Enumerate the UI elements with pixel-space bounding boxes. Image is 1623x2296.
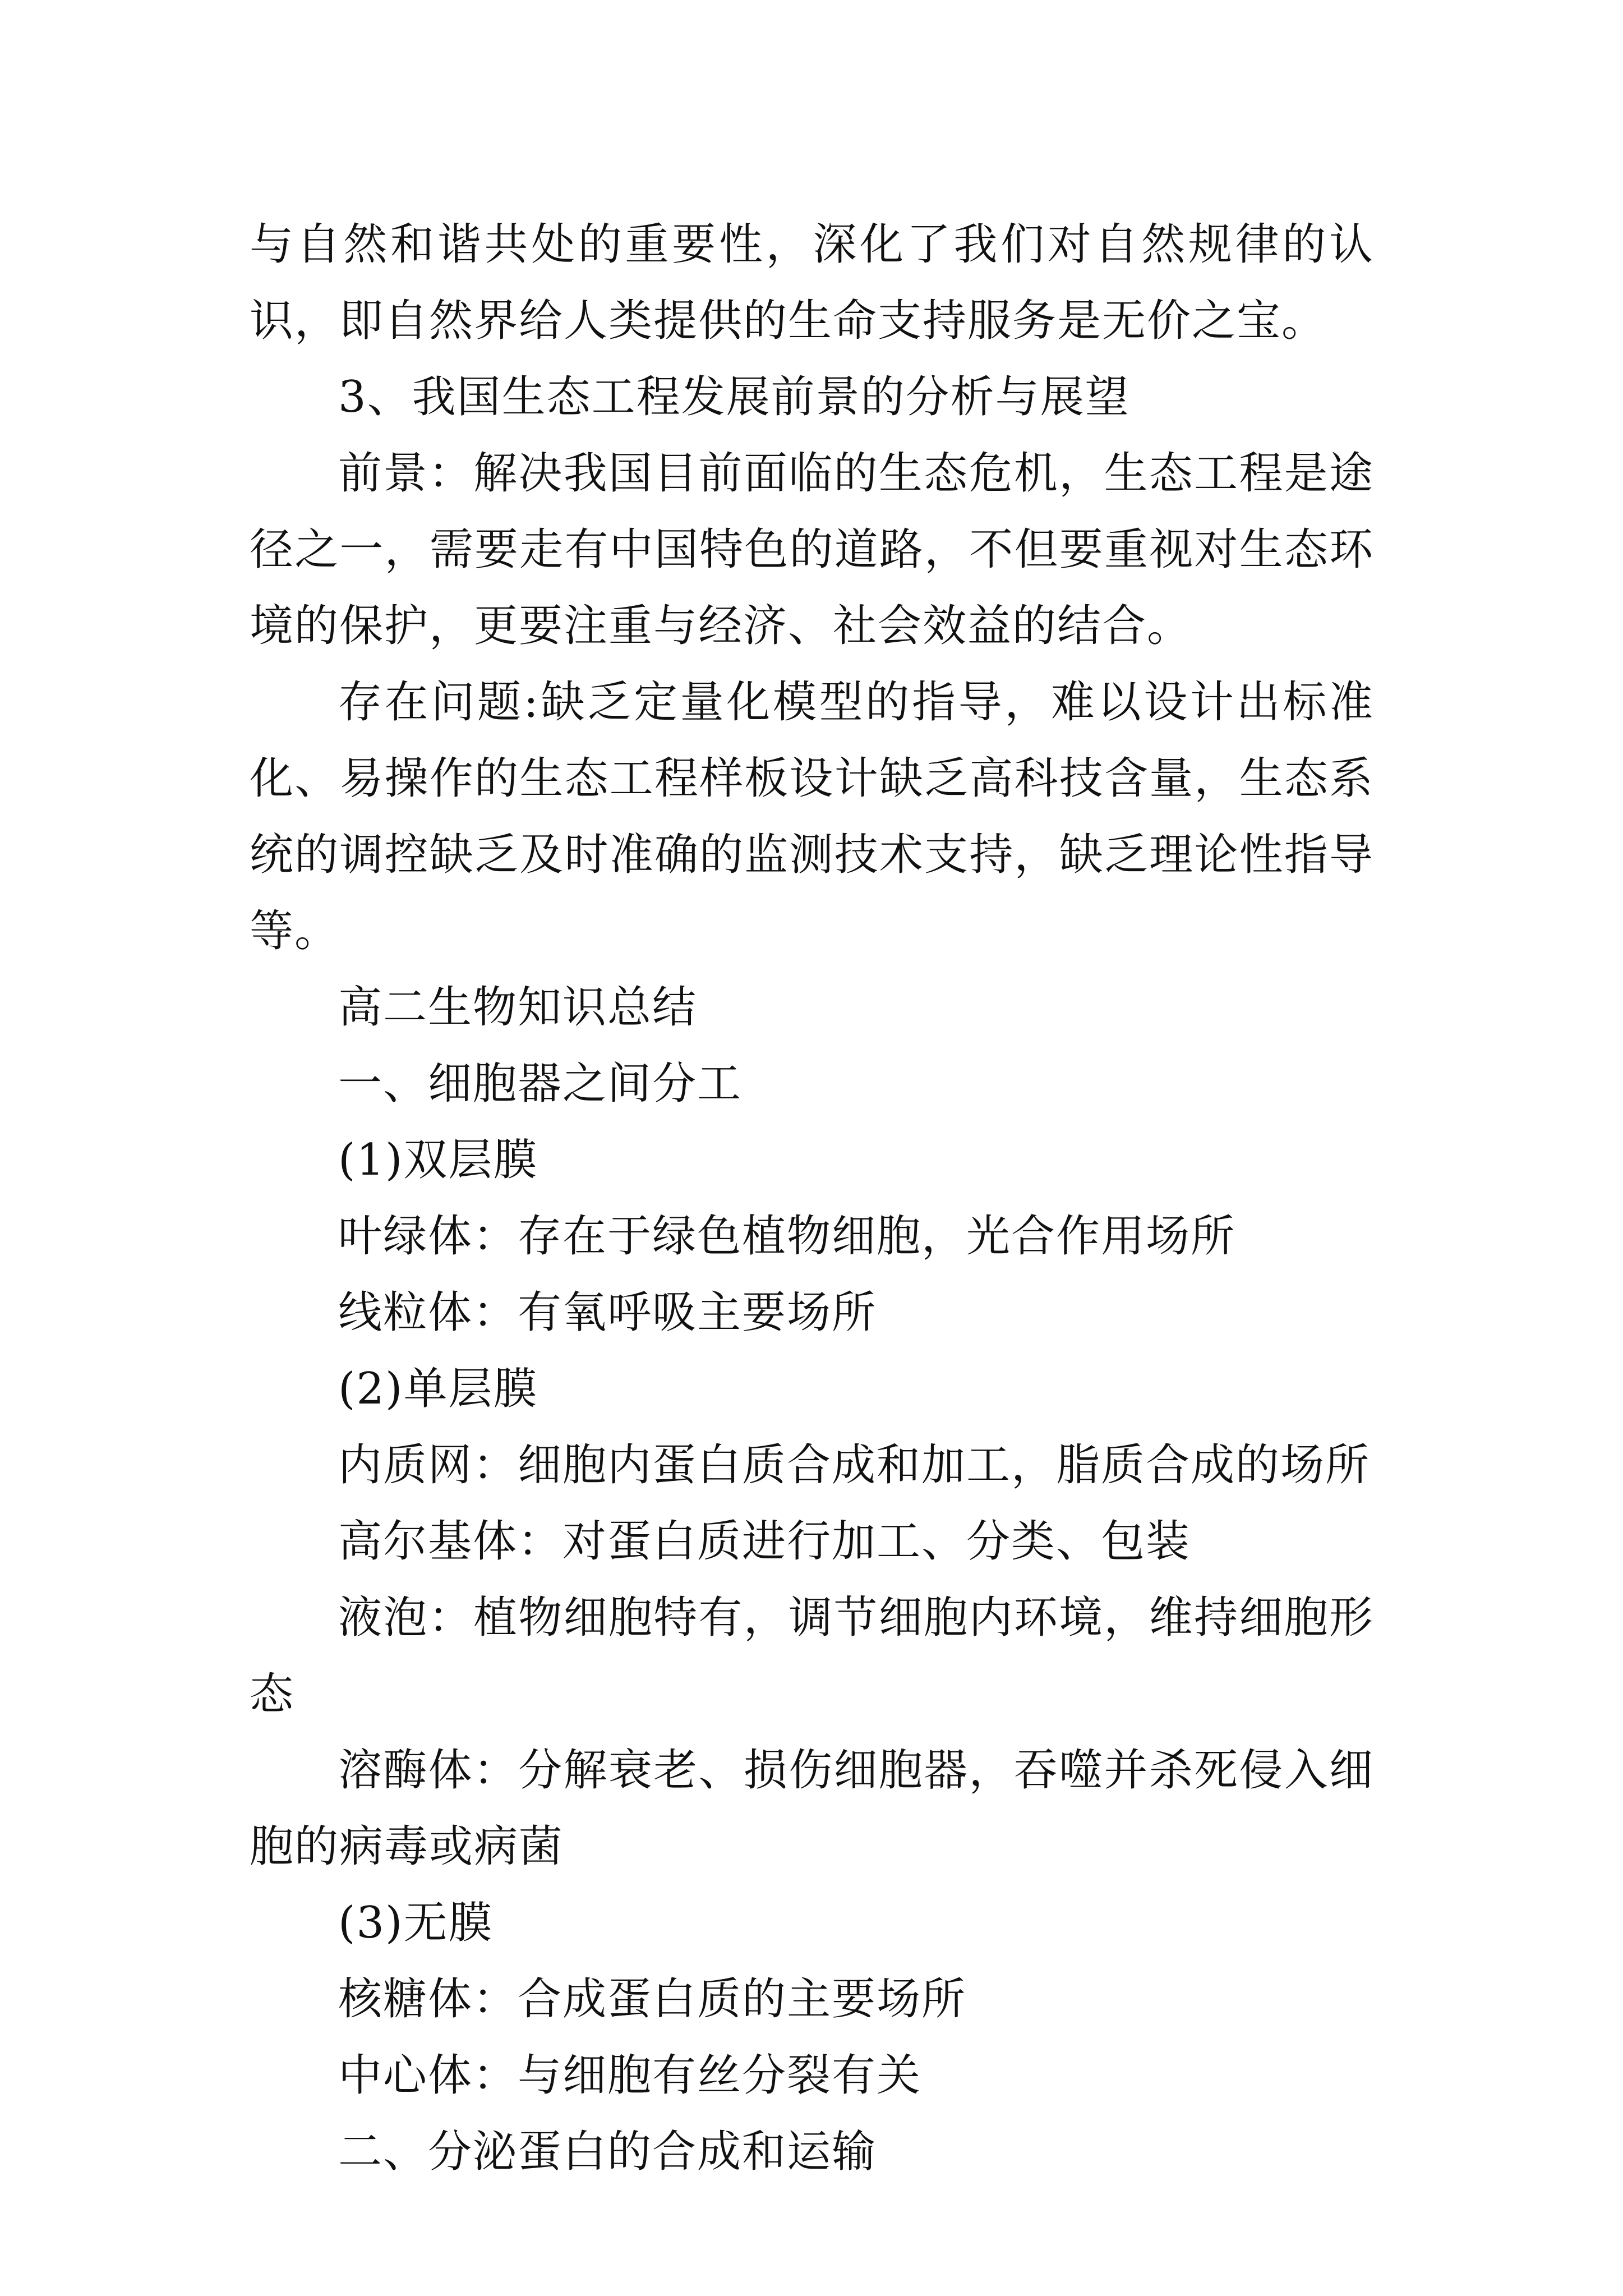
item-ribosome: 核糖体：合成蛋白质的主要场所 — [338, 1974, 967, 2024]
item-lysosome: 溶酶体：分解衰老、损伤细胞器，吞噬并杀死侵入细胞的病毒或病菌 — [250, 1745, 1374, 1872]
subheading-no-membrane: (3)无膜 — [338, 1898, 494, 1948]
document-body — [250, 206, 1374, 2190]
subheading-double-membrane: (1)双层膜 — [338, 1135, 538, 1185]
paragraph-prospects: 前景：解决我国目前面临的生态危机，生态工程是途径之一，需要走有中国特色的道路，不但要重视对生态环境的保护，更要注重与经济、社会效益的结合。 — [250, 448, 1374, 651]
paragraph-problems: 存在问题:缺乏定量化模型的指导，难以设计出标准化、易操作的生态工程样板设计缺乏高科技含量，生态系统的调控缺乏及时准确的监测技术支持，缺乏理论性指导等。 — [250, 677, 1374, 956]
item-golgi: 高尔基体：对蛋白质进行加工、分类、包装 — [338, 1516, 1191, 1567]
item-chloroplast: 叶绿体：存在于绿色植物细胞，光合作用场所 — [338, 1211, 1236, 1262]
item-endoplasmic-reticulum: 内质网：细胞内蛋白质合成和加工，脂质合成的场所 — [338, 1440, 1371, 1490]
subheading-single-membrane: (2)单层膜 — [338, 1364, 538, 1414]
heading-biology-summary: 高二生物知识总结 — [338, 982, 698, 1033]
item-mitochondria: 线粒体：有氧呼吸主要场所 — [338, 1287, 877, 1338]
section-heading-ecology-prospects: 3、我国生态工程发展前景的分析与展望 — [338, 372, 1130, 422]
paragraph-1: 与自然和谐共处的重要性，深化了我们对自然规律的认识，即自然界给人类提供的生命支持服务是无价之宝。 — [250, 219, 1374, 346]
heading-secretory-protein: 二、分泌蛋白的合成和运输 — [338, 2127, 877, 2177]
item-vacuole: 液泡：植物细胞特有，调节细胞内环境，维持细胞形态 — [250, 1593, 1374, 1719]
item-centrosome: 中心体：与细胞有丝分裂有关 — [338, 2050, 922, 2101]
heading-organelle-division: 一、细胞器之间分工 — [338, 1059, 743, 1109]
